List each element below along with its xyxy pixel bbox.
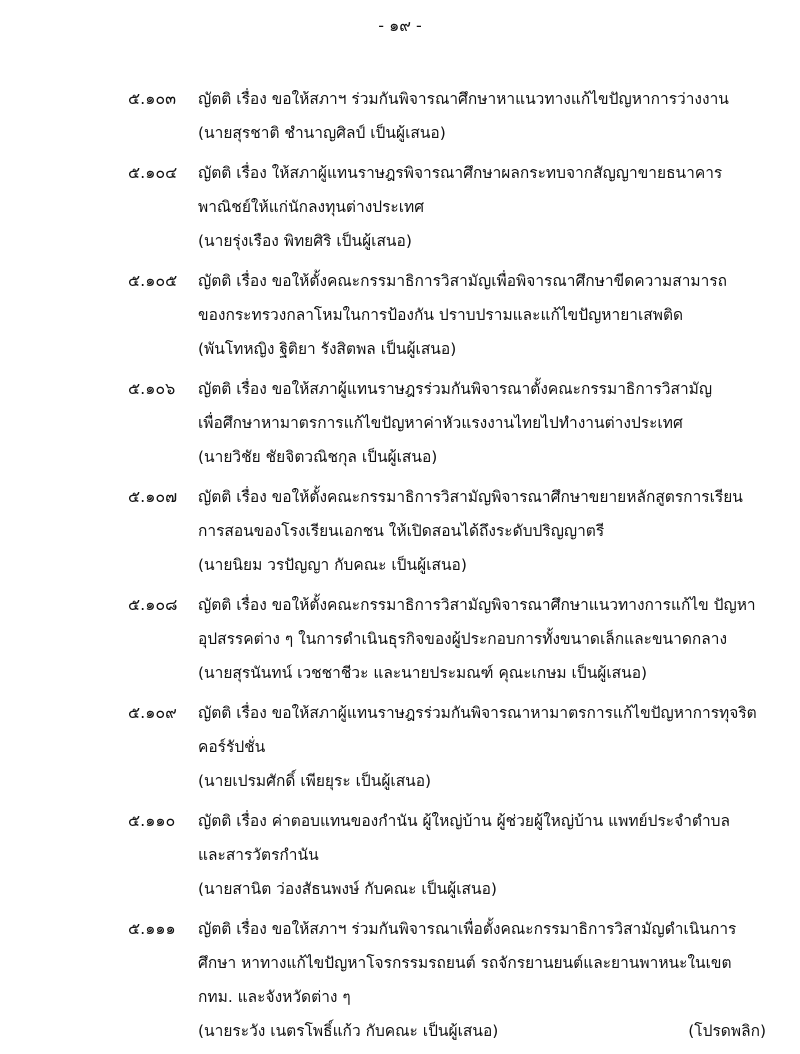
item-proposer: (พันโทหญิง ฐิติยา รังสิตพล เป็นผู้เสนอ) — [198, 340, 457, 358]
list-item — [0, 82, 800, 150]
item-number: ๕.๑๐๗ — [128, 487, 178, 506]
item-proposer-row — [198, 1014, 768, 1048]
item-number: ๕.๑๐๕ — [128, 271, 178, 290]
list-item — [0, 264, 800, 366]
item-proposer: (นายเปรมศักดิ์ เพียยุระ เป็นผู้เสนอ) — [198, 772, 432, 790]
item-number: ๕.๑๑๑ — [128, 919, 176, 938]
item-body — [198, 696, 768, 798]
item-text-line: ญัตติ เรื่อง ให้สภาผู้แทนราษฎรพิจารณาศึกษาผลกระทบจากสัญญาขายธนาคาร — [198, 164, 723, 182]
item-body — [198, 804, 768, 906]
item-text-line: ญัตติ เรื่อง ขอให้ตั้งคณะกรรมาธิการวิสามัญพิจารณาศึกษาขยายหลักสูตรการเรียน — [198, 488, 743, 506]
list-item — [0, 804, 800, 906]
item-text-line: ญัตติ เรื่อง ขอให้สภาฯ ร่วมกันพิจารณาเพื่อตั้งคณะกรรมาธิการวิสามัญดำเนินการ — [198, 920, 737, 938]
item-text-line: กทม. และจังหวัดต่าง ๆ — [198, 988, 351, 1006]
item-number: ๕.๑๐๔ — [128, 163, 178, 182]
item-proposer: (นายนิยม วรปัญญา กับคณะ เป็นผู้เสนอ) — [198, 556, 467, 574]
list-item — [0, 588, 800, 690]
list-item — [0, 372, 800, 474]
item-body — [198, 480, 768, 582]
item-proposer: (นายสุรนันทน์ เวชชาชีวะ และนายประมณฑ์ คุณะเกษม เป็นผู้เสนอ) — [198, 664, 648, 682]
item-number: ๕.๑๐๖ — [128, 379, 176, 398]
item-text-line: คอร์รัปชั่น — [198, 738, 266, 756]
item-text-line: อุปสรรคต่าง ๆ ในการดำเนินธุรกิจของผู้ประกอบการทั้งขนาดเล็กและขนาดกลาง — [198, 630, 728, 648]
motion-list — [0, 82, 800, 1054]
item-number: ๕.๑๐๘ — [128, 595, 178, 614]
item-text-line: และสารวัตรกำนัน — [198, 846, 319, 864]
item-proposer: (นายสุรชาติ ชำนาญศิลป์ เป็นผู้เสนอ) — [198, 124, 446, 142]
list-item — [0, 156, 800, 258]
item-text-line: ญัตติ เรื่อง ขอให้สภาผู้แทนราษฎรร่วมกันพิจารณาหามาตรการแก้ไขปัญหาการทุจริต — [198, 704, 757, 722]
item-number: ๕.๑๐๓ — [128, 89, 177, 108]
item-body — [198, 82, 768, 150]
item-text-line: ศึกษา หาทางแก้ไขปัญหาโจรกรรมรถยนต์ รถจักรยานยนต์และยานพาหนะในเขต — [198, 954, 732, 972]
list-item — [0, 912, 800, 1048]
item-body — [198, 264, 768, 366]
item-proposer: (นายสานิต ว่องสัธนพงษ์ กับคณะ เป็นผู้เสนอ) — [198, 880, 497, 898]
item-text-line: การสอนของโรงเรียนเอกชน ให้เปิดสอนได้ถึงระดับปริญญาตรี — [198, 522, 605, 540]
item-proposer: (นายระวัง เนตรโพธิ์แก้ว กับคณะ เป็นผู้เสนอ) — [198, 1022, 499, 1040]
item-text-line: เพื่อศึกษาหามาตรการแก้ไขปัญหาค่าหัวแรงงานไทยไปทำงานต่างประเทศ — [198, 414, 683, 432]
item-body — [198, 156, 768, 258]
item-body — [198, 588, 768, 690]
item-text-line: ญัตติ เรื่อง ค่าตอบแทนของกำนัน ผู้ใหญ่บ้าน ผู้ช่วยผู้ใหญ่บ้าน แพทย์ประจำตำบล — [198, 812, 731, 830]
item-text-line: ญัตติ เรื่อง ขอให้ตั้งคณะกรรมาธิการวิสามัญพิจารณาศึกษาแนวทางการแก้ไข ปัญหา — [198, 596, 756, 614]
item-body — [198, 372, 768, 474]
list-item — [0, 696, 800, 798]
item-number: ๕.๑๐๙ — [128, 703, 177, 722]
item-proposer: (นายรุ่งเรือง พิทยศิริ เป็นผู้เสนอ) — [198, 232, 412, 250]
item-text-line: ของกระทรวงกลาโหมในการป้องกัน ปราบปรามและแก้ไขปัญหายาเสพติด — [198, 306, 684, 324]
item-text-line: ญัตติ เรื่อง ขอให้สภาผู้แทนราษฎรร่วมกันพิจารณาตั้งคณะกรรมาธิการวิสามัญ — [198, 380, 713, 398]
item-text-line: ญัตติ เรื่อง ขอให้สภาฯ ร่วมกันพิจารณาศึกษาหาแนวทางแก้ไขปัญหาการว่างงาน — [198, 90, 729, 108]
item-body — [198, 912, 768, 1048]
list-item — [0, 480, 800, 582]
item-text-line: ญัตติ เรื่อง ขอให้ตั้งคณะกรรมาธิการวิสามัญเพื่อพิจารณาศึกษาขีดความสามารถ — [198, 272, 728, 290]
item-number: ๕.๑๑๐ — [128, 811, 176, 830]
item-proposer: (นายวิชัย ชัยจิตวณิชกุล เป็นผู้เสนอ) — [198, 448, 438, 466]
page-number: - ๑๙ - — [378, 16, 422, 35]
turn-over-note: (โปรดพลิก) — [688, 1022, 766, 1040]
item-text-line: พาณิชย์ให้แก่นักลงทุนต่างประเทศ — [198, 198, 425, 216]
